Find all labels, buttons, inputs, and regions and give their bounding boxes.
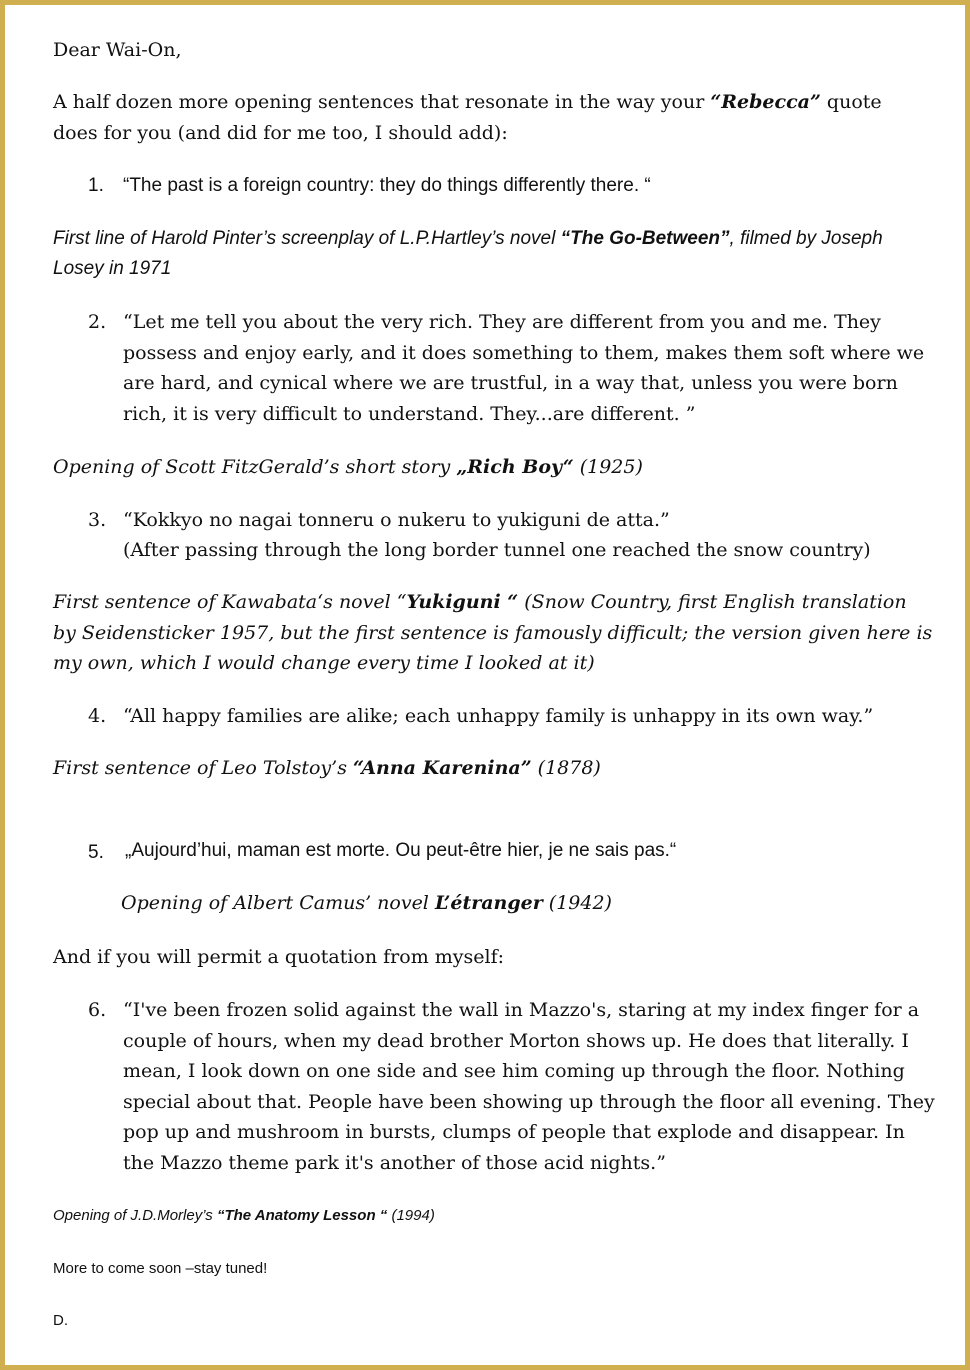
item-6-title: “The Anatomy Lesson “: [216, 1207, 388, 1224]
item-1-source: [53, 224, 883, 284]
item-1-source-c: , filmed by Joseph Losey in 1971: [53, 228, 883, 279]
item-6-source-c: (1994): [387, 1207, 435, 1224]
item-3-source-c: (Snow Country, first English translation by Seidensticker 1957, but the first sentence is famously difficult; the version given here is my own, which I would change every time I looked at it): [53, 591, 933, 674]
closing-line: More to come soon –stay tuned!: [53, 1260, 268, 1277]
item-3-quote: “Kokkyo no nagai tonneru o nukeru to yukiguni de atta.”: [123, 509, 670, 531]
item-1-title: “The Go-Between”: [560, 228, 730, 249]
item-3-source: [53, 587, 933, 679]
item-5-source-a: Opening of Albert Camus’ novel: [121, 892, 435, 914]
item-3-translation: (After passing through the long border tunnel one reached the snow country): [123, 539, 871, 561]
intro-text-c: quote does for you (and did for me too, I should add):: [53, 91, 882, 144]
item-4-source-c: (1878): [531, 757, 601, 779]
item-3-title: Yukiguni “: [406, 591, 519, 613]
item-5-number: 5.: [88, 842, 104, 863]
item-2-quote: “Let me tell you about the very rich. They are different from you and me. They possess and enjoy early, and it does something to them, makes them soft where we are hard, and cynical where we are trustful, in a way that, unless you were born rich, it is very difficult to understand. They...are different. ”: [123, 311, 925, 425]
item-3-number: 3.: [88, 509, 107, 531]
item-4-quote: “All happy families are alike; each unhappy family is unhappy in its own way.”: [123, 705, 874, 727]
greeting: Dear Wai-On,: [53, 39, 182, 61]
item-2-source-a: Opening of Scott FitzGerald’s short story: [53, 456, 457, 478]
intro-text-a: A half dozen more opening sentences that resonate in the way your: [53, 91, 711, 113]
item-2-source-c: (1925): [573, 456, 643, 478]
item-2-title: „Rich Boy“: [456, 456, 574, 478]
intro-paragraph: [53, 87, 913, 148]
item-1-number: 1.: [88, 175, 104, 196]
item-2-number: 2.: [88, 311, 107, 333]
item-4-number: 4.: [88, 705, 107, 727]
item-1-source-a: First line of Harold Pinter’s screenplay of L.P.Hartley’s novel: [53, 228, 561, 249]
item-4-source-a: First sentence of Leo Tolstoy’s: [53, 757, 353, 779]
rebecca-title: “Rebecca”: [710, 91, 821, 113]
item-5-quote: „Aujourd’hui, maman est morte. Ou peut-être hier, je ne sais pas.“: [125, 840, 677, 861]
item-5-source-c: (1942): [542, 892, 612, 914]
item-3-source-a: First sentence of Kawabata‘s novel “: [53, 591, 407, 613]
item-1-quote: “The past is a foreign country: they do things differently there. “: [123, 175, 651, 196]
item-6-source: [53, 1203, 435, 1229]
signature: D.: [53, 1312, 68, 1329]
bridge-sentence: And if you will permit a quotation from myself:: [53, 946, 505, 968]
item-5-source: [121, 888, 612, 918]
item-5-title: L’étranger: [434, 892, 543, 914]
item-4-title: “Anna Karenina”: [353, 757, 532, 779]
item-6-quote: “I've been frozen solid against the wall in Mazzo's, staring at my index finger for a couple of hours, when my dead brother Morton shows up. He does that literally. I mean, I look down on one side and see him coming up through the floor. Nothing special about that. People have been showing up through the floor all evening. They pop up and mushroom in bursts, clumps of people that explode and disappear. In the Mazzo theme park it's another of those acid nights.”: [123, 999, 935, 1174]
item-2-source: [53, 452, 643, 482]
item-6-number: 6.: [88, 999, 107, 1021]
item-4-source: [53, 753, 601, 783]
item-6-source-a: Opening of J.D.Morley’s: [53, 1207, 217, 1224]
